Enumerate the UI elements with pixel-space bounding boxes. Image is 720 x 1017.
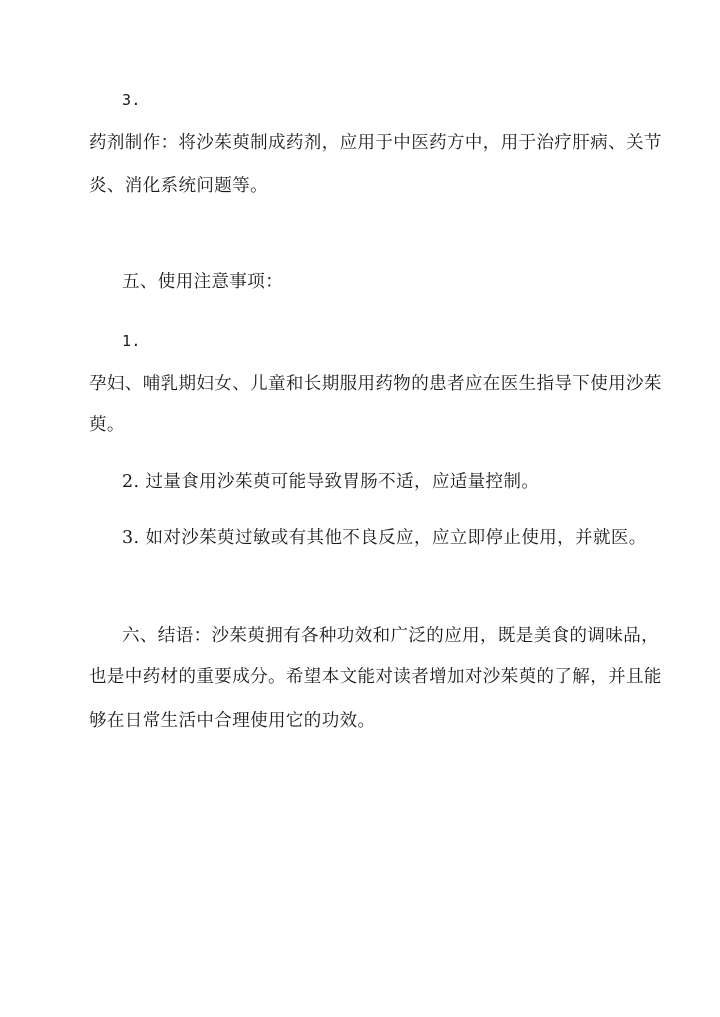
note-3: 3. 如对沙茱萸过敏或有其他不良反应，应立即停止使用，并就医。 — [122, 528, 647, 548]
conclusion-line-1: 六、结语：沙茱萸拥有各种功效和广泛的应用，既是美食的调味品， — [122, 626, 659, 646]
note-1-text-line-1: 孕妇、哺乳期妇女、儿童和长期服用药物的患者应在医生指导下使用沙茱 — [89, 374, 662, 394]
conclusion-line-2: 也是中药材的重要成分。希望本文能对读者增加对沙茱萸的了解，并且能 — [89, 667, 662, 687]
conclusion-line-3: 够在日常生活中合理使用它的功效。 — [89, 711, 376, 731]
note-2: 2. 过量食用沙茱萸可能导致胃肠不适，应适量控制。 — [122, 472, 540, 492]
note-1-text-line-2: 萸。 — [89, 415, 125, 435]
item-3-number: 3. — [122, 91, 141, 109]
note-1-number: 1. — [122, 332, 141, 350]
section-5-heading: 五、使用注意事项： — [122, 272, 284, 292]
item-3-text-line-1: 药剂制作：将沙茱萸制成药剂，应用于中医药方中，用于治疗肝病、关节 — [89, 133, 662, 153]
item-3-text-line-2: 炎、消化系统问题等。 — [89, 176, 268, 196]
